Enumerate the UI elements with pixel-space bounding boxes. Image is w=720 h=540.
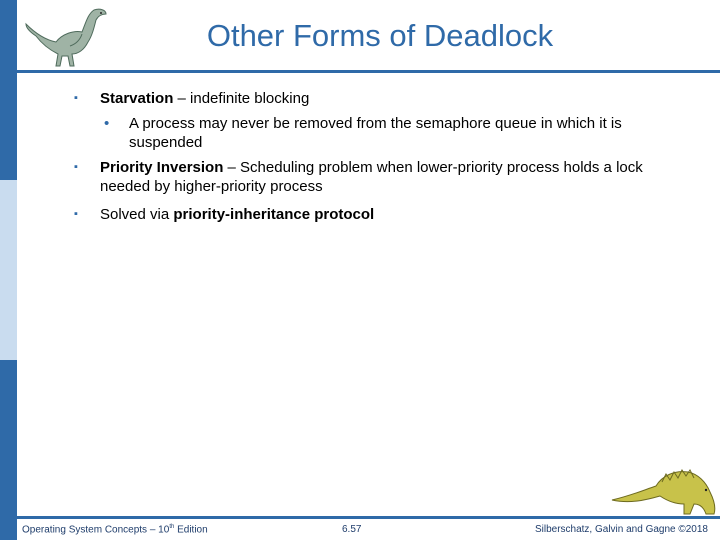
bullet-term: Priority Inversion (100, 159, 224, 176)
bullet-term: Starvation (100, 90, 174, 107)
bullet-text: – Scheduling problem when lower-priority process holds a lock needed by higher-priority process (100, 159, 643, 195)
slide-title: Other Forms of Deadlock (206, 18, 554, 53)
dinosaur-bottom-icon (610, 460, 718, 516)
bullet-text: – indefinite blocking (173, 90, 310, 107)
square-bullet-icon: ▪ (74, 92, 78, 104)
sub-bullet-text: A process may never be removed from the semaphore queue in which it is suspended (129, 115, 622, 151)
footer-page-number: 6.57 (342, 524, 362, 535)
bullet-term: priority-inheritance protocol (173, 206, 375, 223)
bullet-text: Solved via (100, 206, 174, 223)
side-band-middle (0, 180, 17, 360)
square-bullet-icon: ▪ (74, 161, 78, 173)
footer-book-title: Operating System Concepts – 10th Edition (22, 524, 208, 536)
side-band-bottom (0, 360, 17, 540)
footer-copyright: Silberschatz, Galvin and Gagne ©2018 (534, 524, 708, 535)
title-divider (0, 70, 720, 73)
round-bullet-icon: • (104, 115, 110, 132)
footer-divider (0, 516, 720, 519)
square-bullet-icon: ▪ (74, 208, 78, 220)
